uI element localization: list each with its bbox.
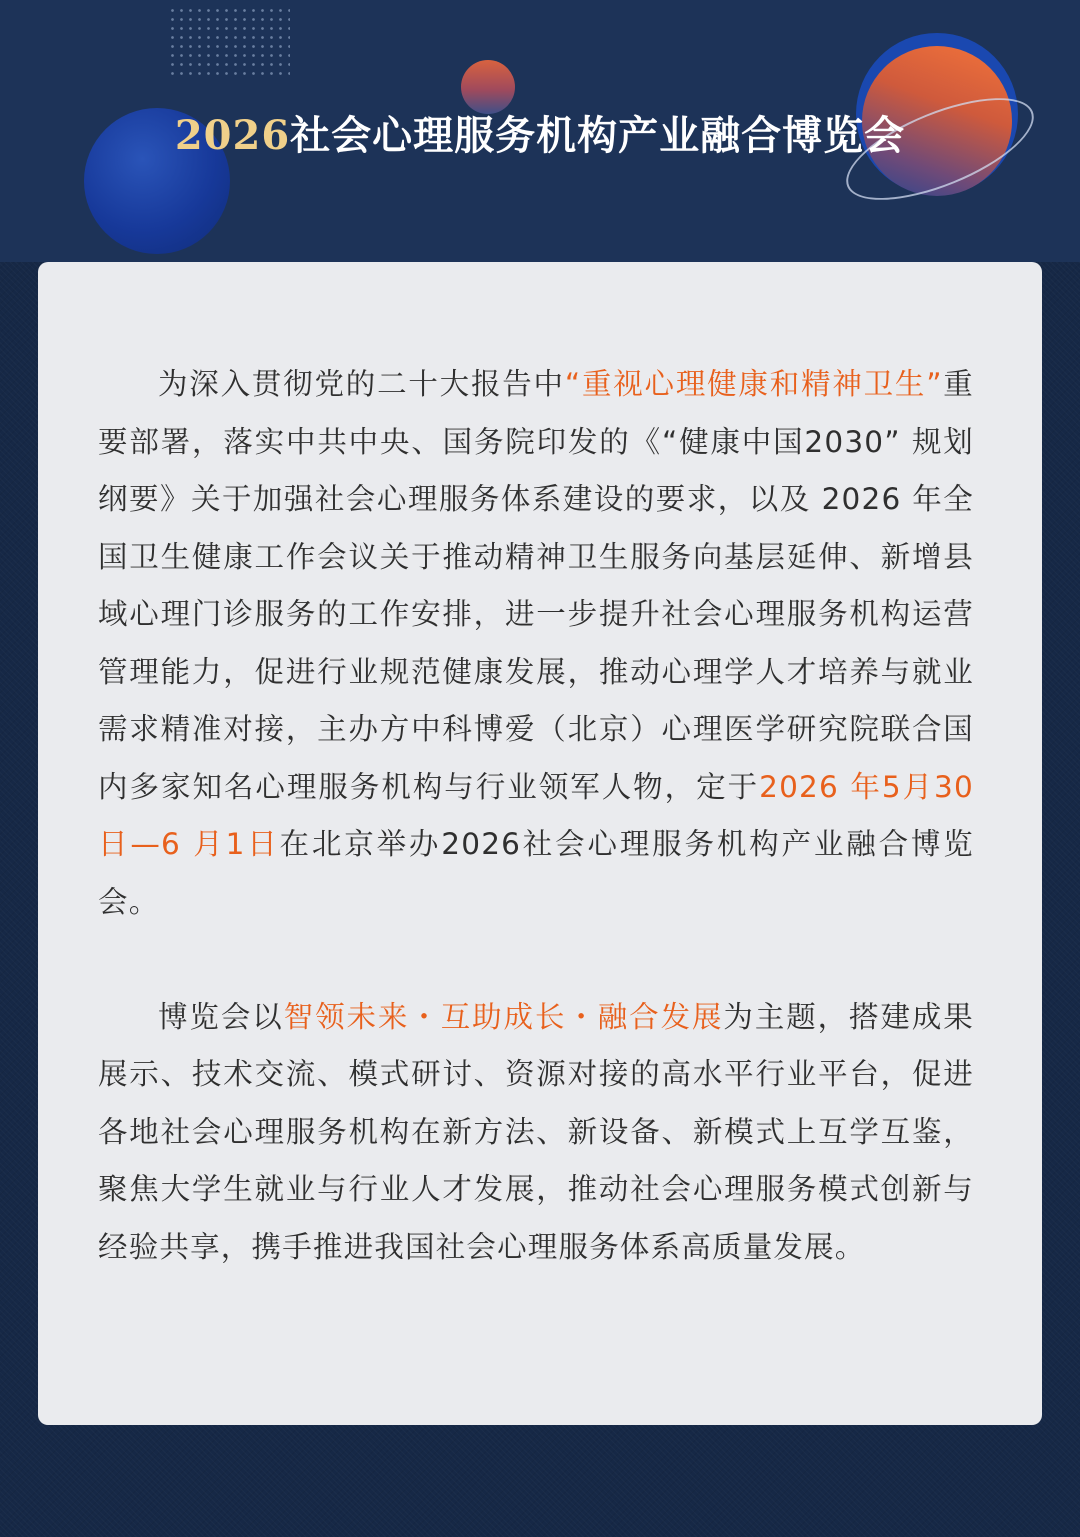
title-main: 社会心理服务机构产业融合博览会	[290, 112, 906, 159]
paragraph-intro	[98, 356, 974, 931]
paragraph-intro-text-a: 为深入贯彻党的二十大报告中	[158, 367, 565, 401]
dot-grid-decoration	[168, 6, 290, 76]
paragraph-theme-text-a: 博览会以	[158, 999, 284, 1034]
paragraph-intro-text-c: 在北京举办2026社会心理服务机构产业融合博览会。	[98, 827, 974, 919]
paragraph-theme-text-b: 为主题，搭建成果展示、技术交流、模式研讨、资源对接的高水平行业平台，促进各地社会心理服务机构在新方法、新设备、新模式上互学互鉴，聚焦大学生就业与行业人才发展，推动社会心理服务模式创新与经验共享，携手推进我国社会心理服务体系高质量发展。	[98, 999, 974, 1264]
small-orb-decoration	[461, 60, 515, 114]
paragraph-theme	[98, 989, 974, 1277]
header-banner	[0, 0, 1080, 262]
highlight-mental-health-quote: “重视心理健康和精神卫生”	[564, 367, 943, 401]
paragraph-intro-text-b: 重要部署，落实中共中央、国务院印发的《“健康中国2030” 规划纲要》关于加强社会心理服务体系建设的要求，以及 2026 年全国卫生健康工作会议关于推动精神卫生服务向基层延伸、新增县域心理门诊服务的工作安排，进一步提升社会心理服务机构运营管理能力，促进行业规范健康发展，推动心理学人才培养与就业需求精准对接，主办方中科博爱（北京）心理医学研究院联合国内多家知名心理服务机构与行业领军人物，定于	[98, 367, 974, 804]
highlight-event-dates: 2026 年5月30日—6 月1日	[98, 769, 974, 861]
highlight-event-theme: 智领未来・互助成长・融合发展	[283, 999, 724, 1034]
article-body	[98, 356, 974, 1276]
title-year: 2026	[174, 112, 291, 159]
page-title	[0, 110, 1080, 162]
